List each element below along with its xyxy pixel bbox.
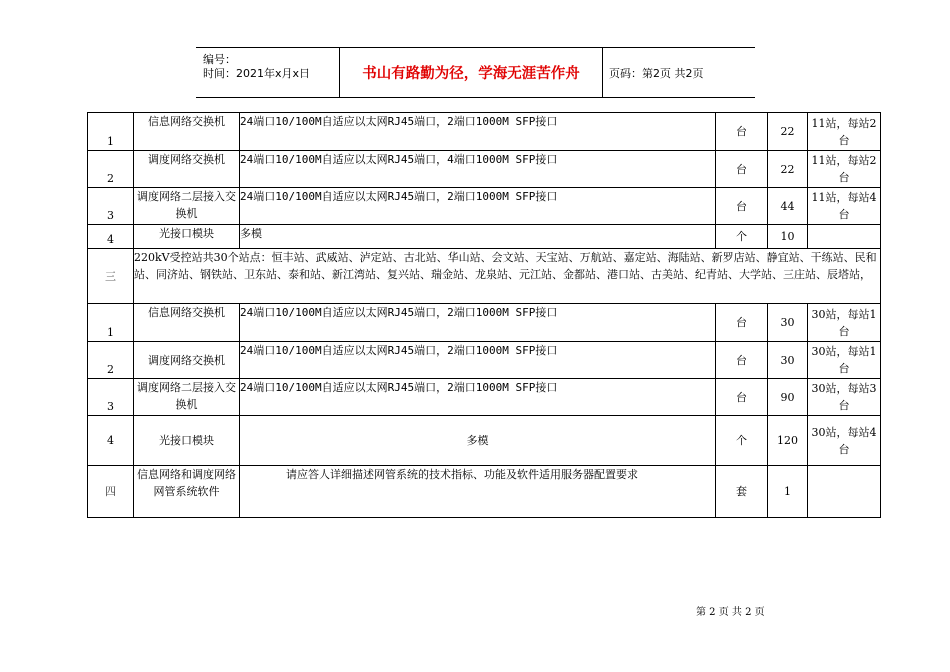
item-spec: 24端口10/100M自适应以太网RJ45端口，2端口1000M SFP接口 — [240, 304, 716, 342]
table-row — [88, 225, 881, 249]
item-unit: 个 — [716, 416, 768, 466]
section-row — [88, 249, 881, 304]
table-row — [88, 113, 881, 151]
item-name: 调度网络二层接入交换机 — [134, 188, 240, 225]
motto: 书山有路勤为径，学海无涯苦作舟 — [340, 48, 603, 97]
row-number: 1 — [88, 304, 134, 342]
table-row — [88, 151, 881, 188]
item-spec: 请应答人详细描述网管系统的技术指标、功能及软件适用服务器配置要求 — [240, 466, 716, 518]
table-row — [88, 379, 881, 416]
item-note: 30站，每站1台 — [808, 304, 881, 342]
item-qty: 120 — [768, 416, 808, 466]
section-number: 三 — [88, 249, 134, 304]
item-spec: 24端口10/100M自适应以太网RJ45端口，2端口1000M SFP接口 — [240, 379, 716, 416]
page-header — [196, 47, 755, 98]
row-number: 3 — [88, 188, 134, 225]
item-name: 光接口模块 — [134, 416, 240, 466]
item-unit: 个 — [716, 225, 768, 249]
item-name: 信息网络交换机 — [134, 304, 240, 342]
item-name: 调度网络二层接入交换机 — [134, 379, 240, 416]
item-qty: 90 — [768, 379, 808, 416]
item-name: 信息网络交换机 — [134, 113, 240, 151]
header-meta — [196, 48, 340, 97]
item-note — [808, 466, 881, 518]
item-spec: 24端口10/100M自适应以太网RJ45端口，2端口1000M SFP接口 — [240, 113, 716, 151]
item-note: 11站，每站2台 — [808, 113, 881, 151]
item-name: 调度网络交换机 — [134, 151, 240, 188]
item-name: 调度网络交换机 — [134, 342, 240, 379]
table-row — [88, 416, 881, 466]
item-qty: 22 — [768, 151, 808, 188]
row-number: 4 — [88, 416, 134, 466]
item-note: 30站，每站3台 — [808, 379, 881, 416]
item-note: 11站，每站4台 — [808, 188, 881, 225]
item-qty: 44 — [768, 188, 808, 225]
item-qty: 10 — [768, 225, 808, 249]
item-unit: 台 — [716, 304, 768, 342]
item-spec: 多模 — [240, 416, 716, 466]
item-unit: 台 — [716, 188, 768, 225]
item-unit: 台 — [716, 342, 768, 379]
item-qty: 1 — [768, 466, 808, 518]
table-row — [88, 342, 881, 379]
equipment-table — [87, 112, 881, 518]
section-row — [88, 466, 881, 518]
row-number: 2 — [88, 342, 134, 379]
item-spec: 24端口10/100M自适应以太网RJ45端口，4端口1000M SFP接口 — [240, 151, 716, 188]
item-note: 11站，每站2台 — [808, 151, 881, 188]
row-number: 3 — [88, 379, 134, 416]
table-row — [88, 188, 881, 225]
item-note — [808, 225, 881, 249]
table-row — [88, 304, 881, 342]
page-footer: 第 2 页 共 2 页 — [696, 607, 765, 618]
item-qty: 30 — [768, 304, 808, 342]
number-label: 编号： — [203, 53, 236, 66]
time-label: 时间：2021年x月x日 — [203, 67, 311, 80]
item-spec: 24端口10/100M自适应以太网RJ45端口，2端口1000M SFP接口 — [240, 342, 716, 379]
item-name: 信息网络和调度网络网管系统软件 — [134, 466, 240, 518]
item-note: 30站，每站1台 — [808, 342, 881, 379]
item-qty: 30 — [768, 342, 808, 379]
item-unit: 台 — [716, 151, 768, 188]
item-note: 30站，每站4台 — [808, 416, 881, 466]
item-unit: 套 — [716, 466, 768, 518]
section-number: 四 — [88, 466, 134, 518]
section-description: 220kV受控站共30个站点：恒丰站、武威站、泸定站、古北站、华山站、会文站、天宝站、万航站、嘉定站、海陆站、新罗店站、静宜站、干练站、民和站、同济站、钢铁站、卫东站、泰和站、新江湾站、复兴站、瑞金站、龙泉站、元江站、金都站、港口站、古美站、纪青站、大学站、三庄站、辰塔站， — [134, 249, 881, 304]
page-info: 页码：第2页 共2页 — [609, 67, 704, 80]
row-number: 1 — [88, 113, 134, 151]
item-name: 光接口模块 — [134, 225, 240, 249]
item-spec: 24端口10/100M自适应以太网RJ45端口，2端口1000M SFP接口 — [240, 188, 716, 225]
item-unit: 台 — [716, 113, 768, 151]
item-spec: 多模 — [240, 225, 716, 249]
row-number: 4 — [88, 225, 134, 249]
item-unit: 台 — [716, 379, 768, 416]
row-number: 2 — [88, 151, 134, 188]
item-qty: 22 — [768, 113, 808, 151]
